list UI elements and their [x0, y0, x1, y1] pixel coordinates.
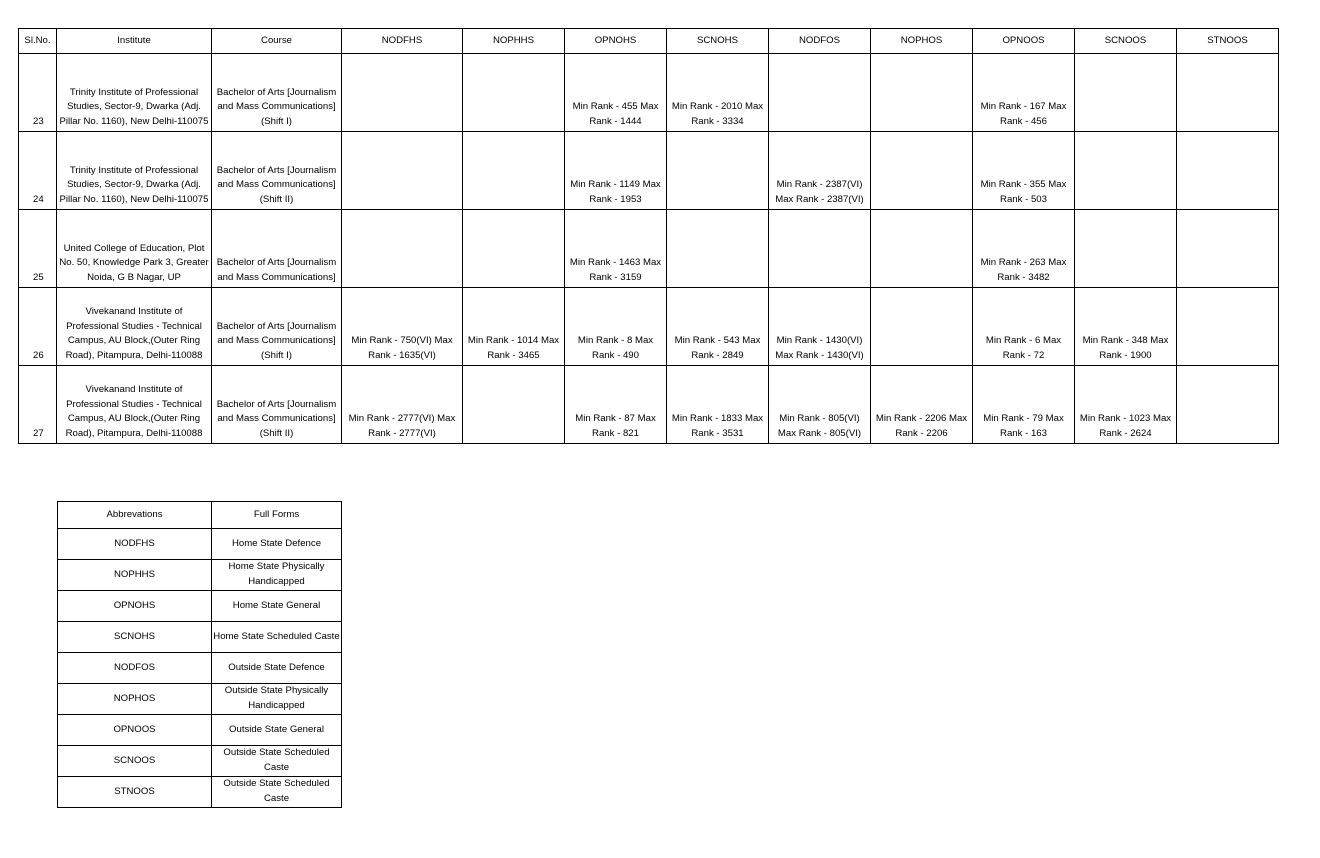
column-header-nodfhs: NODFHS — [342, 29, 463, 54]
header-row — [58, 502, 342, 529]
column-header-nodfos: NODFOS — [769, 29, 871, 54]
table-row — [58, 560, 342, 591]
nophos-cell — [871, 54, 973, 132]
opnoos-cell: Min Rank - 355 Max Rank - 503 — [973, 132, 1075, 210]
scnoos-cell — [1075, 132, 1177, 210]
scnohs-cell: Min Rank - 543 Max Rank - 2849 — [667, 288, 769, 366]
scnohs-cell: Min Rank - 2010 Max Rank - 3334 — [667, 54, 769, 132]
table-row — [19, 210, 1279, 288]
scnohs-cell: Min Rank - 1833 Max Rank - 3531 — [667, 366, 769, 444]
opnoos-cell: Min Rank - 167 Max Rank - 456 — [973, 54, 1075, 132]
course-cell: Bachelor of Arts [Journalism and Mass Communications] — [212, 210, 342, 288]
full-form-cell: Home State Physically Handicapped — [212, 560, 342, 591]
opnohs-cell: Min Rank - 8 Max Rank - 490 — [565, 288, 667, 366]
column-header-opnoos: OPNOOS — [973, 29, 1075, 54]
opnoos-cell: Min Rank - 6 Max Rank - 72 — [973, 288, 1075, 366]
table-row — [58, 777, 342, 808]
table-row — [58, 591, 342, 622]
column-header-scnohs: SCNOHS — [667, 29, 769, 54]
full-form-cell: Outside State Scheduled Caste — [212, 746, 342, 777]
column-header-course: Course — [212, 29, 342, 54]
column-header-institute: Institute — [57, 29, 212, 54]
abbreviation-cell: NODFHS — [58, 529, 212, 560]
institute-cell: Trinity Institute of Professional Studies, Sector-9, Dwarka (Adj. Pillar No. 1160), New Delhi-110075 — [57, 132, 212, 210]
course-cell: Bachelor of Arts [Journalism and Mass Communications] (Shift II) — [212, 366, 342, 444]
nodfhs-cell — [342, 132, 463, 210]
full-form-cell: Outside State Defence — [212, 653, 342, 684]
full-form-cell: Outside State General — [212, 715, 342, 746]
table-row — [58, 529, 342, 560]
stnoos-cell — [1177, 210, 1279, 288]
column-header-sl-no: Sl.No. — [19, 29, 57, 54]
institute-cell: United College of Education, Plot No. 50, Knowledge Park 3, Greater Noida, G B Nagar, UP — [57, 210, 212, 288]
course-cell: Bachelor of Arts [Journalism and Mass Communications] (Shift II) — [212, 132, 342, 210]
nodfos-cell: Min Rank - 2387(VI) Max Rank - 2387(VI) — [769, 132, 871, 210]
nodfos-cell: Min Rank - 805(VI) Max Rank - 805(VI) — [769, 366, 871, 444]
stnoos-cell — [1177, 288, 1279, 366]
nophhs-cell — [463, 210, 565, 288]
nophos-cell — [871, 210, 973, 288]
abbreviation-cell: NODFOS — [58, 653, 212, 684]
full-form-cell: Home State General — [212, 591, 342, 622]
scnohs-cell — [667, 132, 769, 210]
abbreviation-cell: OPNOHS — [58, 591, 212, 622]
full-form-cell: Outside State Physically Handicapped — [212, 684, 342, 715]
nodfos-cell — [769, 54, 871, 132]
scnoos-cell: Min Rank - 348 Max Rank - 1900 — [1075, 288, 1177, 366]
table-row — [58, 622, 342, 653]
nodfhs-cell: Min Rank - 2777(VI) Max Rank - 2777(VI) — [342, 366, 463, 444]
table-row — [58, 715, 342, 746]
course-cell: Bachelor of Arts [Journalism and Mass Communications] (Shift I) — [212, 288, 342, 366]
nodfos-cell — [769, 210, 871, 288]
abbreviation-cell: SCNOOS — [58, 746, 212, 777]
abbreviation-cell: SCNOHS — [58, 622, 212, 653]
nophhs-cell — [463, 132, 565, 210]
opnohs-cell: Min Rank - 87 Max Rank - 821 — [565, 366, 667, 444]
nophhs-cell — [463, 366, 565, 444]
opnoos-cell: Min Rank - 263 Max Rank - 3482 — [973, 210, 1075, 288]
institute-cell: Vivekanand Institute of Professional Studies - Technical Campus, AU Block,(Outer Ring Road), Pitampura, Delhi-110088 — [57, 288, 212, 366]
sl-no-cell: 27 — [19, 366, 57, 444]
sl-no-cell: 23 — [19, 54, 57, 132]
full-form-cell: Outside State Scheduled Caste — [212, 777, 342, 808]
abbreviations-table — [57, 501, 342, 808]
scnohs-cell — [667, 210, 769, 288]
column-header-nophos: NOPHOS — [871, 29, 973, 54]
nophos-cell — [871, 132, 973, 210]
stnoos-cell — [1177, 54, 1279, 132]
opnohs-cell: Min Rank - 455 Max Rank - 1444 — [565, 54, 667, 132]
table-row — [19, 366, 1279, 444]
table-row — [58, 653, 342, 684]
nodfhs-cell: Min Rank - 750(VI) Max Rank - 1635(VI) — [342, 288, 463, 366]
nodfhs-cell — [342, 210, 463, 288]
nophos-cell: Min Rank - 2206 Max Rank - 2206 — [871, 366, 973, 444]
institute-cell: Trinity Institute of Professional Studies, Sector-9, Dwarka (Adj. Pillar No. 1160), New Delhi-110075 — [57, 54, 212, 132]
table-row — [19, 132, 1279, 210]
table-row — [58, 684, 342, 715]
opnohs-cell: Min Rank - 1463 Max Rank - 3159 — [565, 210, 667, 288]
abbreviation-cell: STNOOS — [58, 777, 212, 808]
nophhs-cell — [463, 54, 565, 132]
institute-cell: Vivekanand Institute of Professional Studies - Technical Campus, AU Block,(Outer Ring Road), Pitampura, Delhi-110088 — [57, 366, 212, 444]
course-cell: Bachelor of Arts [Journalism and Mass Communications] (Shift I) — [212, 54, 342, 132]
abbreviation-cell: NOPHHS — [58, 560, 212, 591]
cutoff-table — [18, 28, 1279, 444]
stnoos-cell — [1177, 132, 1279, 210]
sl-no-cell: 26 — [19, 288, 57, 366]
abbreviation-cell: OPNOOS — [58, 715, 212, 746]
nodfhs-cell — [342, 54, 463, 132]
full-form-cell: Home State Defence — [212, 529, 342, 560]
scnoos-cell — [1075, 210, 1177, 288]
header-row — [19, 29, 1279, 54]
table-row — [19, 288, 1279, 366]
abbreviation-cell: NOPHOS — [58, 684, 212, 715]
column-header-full-forms: Full Forms — [212, 502, 342, 529]
column-header-opnohs: OPNOHS — [565, 29, 667, 54]
column-header-stnoos: STNOOS — [1177, 29, 1279, 54]
nodfos-cell: Min Rank - 1430(VI) Max Rank - 1430(VI) — [769, 288, 871, 366]
sl-no-cell: 24 — [19, 132, 57, 210]
nophos-cell — [871, 288, 973, 366]
sl-no-cell: 25 — [19, 210, 57, 288]
nophhs-cell: Min Rank - 1014 Max Rank - 3465 — [463, 288, 565, 366]
column-header-abbreviations: Abbrevations — [58, 502, 212, 529]
full-form-cell: Home State Scheduled Caste — [212, 622, 342, 653]
opnohs-cell: Min Rank - 1149 Max Rank - 1953 — [565, 132, 667, 210]
table-row — [58, 746, 342, 777]
column-header-nophhs: NOPHHS — [463, 29, 565, 54]
scnoos-cell — [1075, 54, 1177, 132]
table-row — [19, 54, 1279, 132]
scnoos-cell: Min Rank - 1023 Max Rank - 2624 — [1075, 366, 1177, 444]
stnoos-cell — [1177, 366, 1279, 444]
opnoos-cell: Min Rank - 79 Max Rank - 163 — [973, 366, 1075, 444]
column-header-scnoos: SCNOOS — [1075, 29, 1177, 54]
